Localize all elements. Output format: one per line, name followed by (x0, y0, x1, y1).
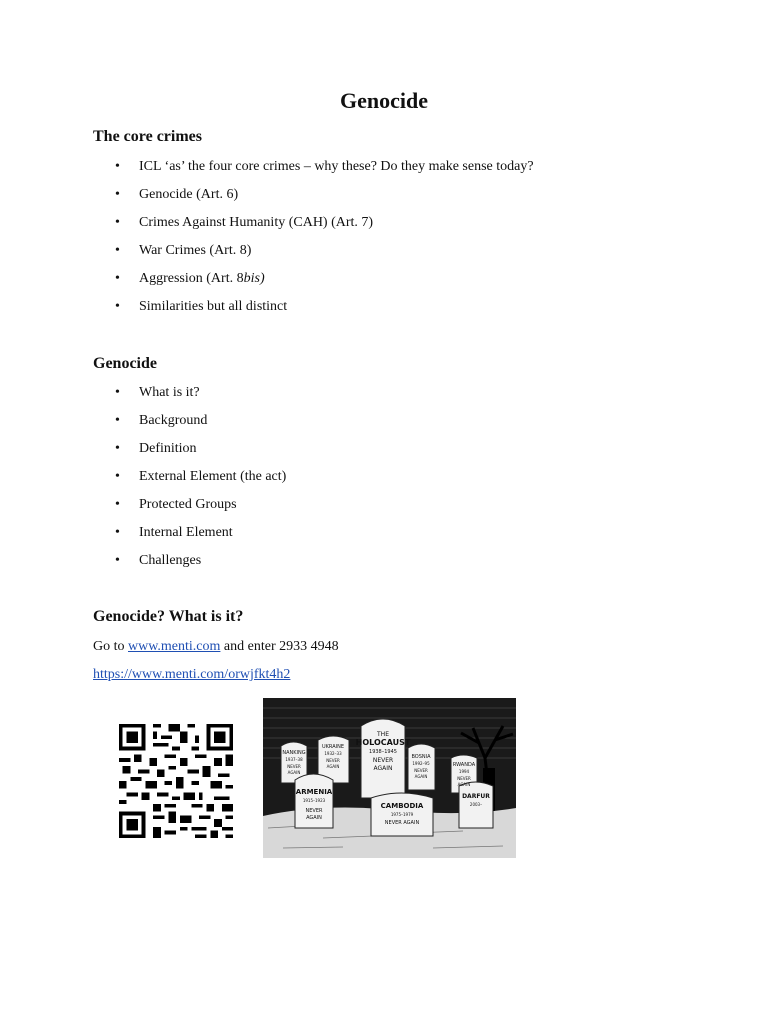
tombstone-holocaust-name: HOLOCAUST (355, 738, 411, 747)
list-item: • ICL ‘as’ the four core crimes – why these? Do they make sense today? (115, 159, 534, 174)
tombstone-armenia-name: ARMENIA (295, 788, 333, 796)
list-item: • Background (115, 413, 208, 428)
tombstone-rwanda-years: 1994 (458, 769, 470, 774)
list-item: • War Crimes (Art. 8) (115, 243, 252, 258)
menti-instructions: Go to www.menti.com and enter 2933 4948 (93, 639, 339, 654)
list-item: • Definition (115, 441, 197, 456)
tombstone-holocaust-years: 1938–1945 (369, 749, 397, 755)
list-item: • Crimes Against Humanity (CAH) (Art. 7) (115, 215, 374, 230)
tombstone-ukraine-name: UKRAINE (321, 744, 345, 750)
tombstone-armenia-again: AGAIN (306, 815, 322, 821)
list-item: • Internal Element (115, 525, 233, 540)
section-heading-what-is-it: Genocide? What is it? (93, 608, 244, 625)
section-heading-genocide: Genocide (93, 355, 157, 372)
tombstone-cambodia-never-again: NEVER AGAIN (384, 820, 420, 826)
tombstone-holocaust-again: AGAIN (373, 765, 393, 772)
tombstone-darfur-years: 2003– (469, 802, 483, 807)
tombstone-bosnia-again: AGAIN (414, 774, 428, 779)
tombstone-ukraine-never: NEVER (326, 758, 340, 763)
tombstone-nanking-again: AGAIN (287, 770, 301, 775)
menti-url-link[interactable]: https://www.menti.com/orwjfkt4h2 (93, 667, 291, 682)
tombstone-rwanda-name: RWANDA (452, 762, 476, 768)
core-crimes-list (93, 158, 534, 326)
menti-link[interactable]: www.menti.com (128, 639, 221, 654)
section-heading-core-crimes: The core crimes (93, 128, 202, 145)
tombstone-holocaust-never: NEVER (372, 757, 394, 764)
page-title: Genocide (340, 88, 428, 113)
list-item: • Aggression (Art. 8bis) (115, 271, 265, 286)
genocide-list (93, 384, 286, 580)
tombstone-ukraine-years: 1932–33 (324, 751, 342, 756)
list-item: • Similarities but all distinct (115, 299, 288, 314)
tombstone-ukraine-again: AGAIN (326, 764, 340, 769)
tombstone-darfur-name: DARFUR (462, 793, 490, 800)
genocide-cartoon-image (263, 698, 516, 858)
tombstone-bosnia-name: BOSNIA (411, 754, 431, 760)
menti-url-paragraph (93, 667, 290, 683)
tombstone-bosnia-never: NEVER (414, 768, 428, 773)
tombstone-nanking-never: NEVER (287, 764, 301, 769)
tombstone-rwanda-again: AGAIN (457, 782, 471, 787)
tombstone-rwanda-never: NEVER (457, 776, 471, 781)
qr-code-icon (112, 720, 240, 842)
tombstone-cambodia-years: 1975–1979 (390, 812, 414, 817)
tombstone-nanking-name: NANKING (282, 750, 306, 756)
tombstone-holocaust-the: THE (377, 731, 389, 738)
tombstone-armenia-never: NEVER (305, 808, 323, 814)
tombstone-armenia-years: 1915–1923 (302, 798, 326, 803)
list-item: • External Element (the act) (115, 469, 287, 484)
list-item: • Protected Groups (115, 497, 237, 512)
tombstone-nanking-years: 1937–38 (285, 757, 303, 762)
tombstone-bosnia-years: 1992–95 (412, 761, 430, 766)
list-item: • What is it? (115, 385, 200, 400)
list-item: • Challenges (115, 553, 202, 568)
list-item: • Genocide (Art. 6) (115, 187, 239, 202)
tombstone-cambodia-name: CAMBODIA (380, 802, 424, 810)
